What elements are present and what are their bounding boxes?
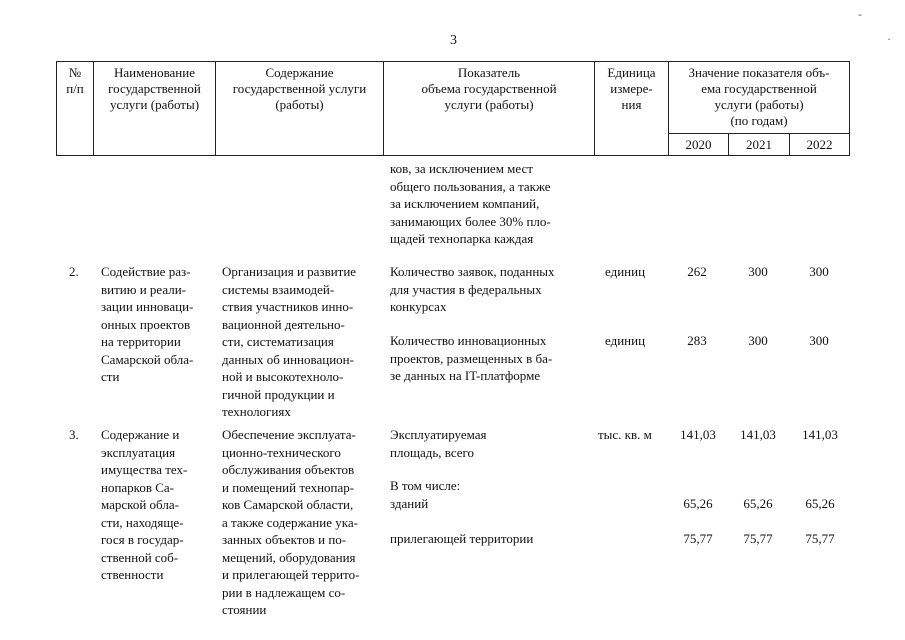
subtotal-label: В том числе: <box>390 478 461 493</box>
value-2022: 300 <box>809 264 829 279</box>
row-number: 3. <box>69 427 79 442</box>
value-2020: 262 <box>687 264 707 279</box>
volume-indicator: Количество инновационных проектов, размещенных в ба- зе данных на IT-платформе <box>390 333 553 383</box>
value-2021: 75,77 <box>743 531 773 546</box>
value-2020: 75,77 <box>683 531 713 546</box>
value-2022: 300 <box>809 333 829 348</box>
value-2022: 65,26 <box>805 496 835 511</box>
continued-indicator-text: ков, за исключением мест общего пользования, а также за исключением компаний, занимающих более 30% пло- щадей технопарка каждая <box>390 161 551 246</box>
volume-indicator: зданий <box>390 496 429 511</box>
header-service-name: Наименование государственной услуги (работы) <box>108 65 201 112</box>
unit-of-measure: единиц <box>605 264 646 279</box>
value-2021: 65,26 <box>743 496 773 511</box>
header-year: 2020 <box>685 137 712 152</box>
header-year: 2022 <box>806 137 833 152</box>
value-2020: 65,26 <box>683 496 713 511</box>
value-2022: 141,03 <box>802 427 838 442</box>
header-service-content: Содержание государственной услуги (работы) <box>232 65 367 112</box>
header-unit: Единица измере- ния <box>607 65 656 112</box>
volume-indicator: Эксплуатируемая площадь, всего <box>390 427 487 460</box>
row-number: 2. <box>69 264 79 279</box>
header-indicator-values: Значение показателя объ- ема государственной услуги (работы) (по годам) <box>688 65 830 128</box>
volume-indicator: Количество заявок, поданных для участия в федеральных конкурсах <box>390 264 555 314</box>
value-2021: 300 <box>748 333 768 348</box>
value-2021: 141,03 <box>740 427 776 442</box>
unit-of-measure: единиц <box>605 333 646 348</box>
service-name: Содействие раз- витию и реали- зации инноваци- онных проектов на территории Самарской обла- сти <box>101 264 194 384</box>
header-number: № п/п <box>66 65 84 96</box>
service-name: Содержание и эксплуатация имущества тех- нопарков Са- марской обла- сти, находяще- гося в государ- ственной соб- ственности <box>101 427 188 582</box>
unit-of-measure: тыс. кв. м <box>598 427 652 442</box>
service-content: Обеспечение эксплуата- ционно-технического обслуживания объектов и помещений технопар- ков Самарской области, а также содержание ука- занных объектов и по- мещений, оборудования и прилегающей террито- рии в надлежащем со- стоянии <box>222 427 360 617</box>
value-2022: 75,77 <box>805 531 835 546</box>
service-content: Организация и развитие системы взаимодей- ствия участников инно- вационной деятельно- сти, систематизация данных об инновацион- ной и высокотехноло- гичной продукции и технологиях <box>222 264 357 419</box>
volume-indicator: прилегающей территории <box>390 531 534 546</box>
page-number: 3 <box>450 33 457 48</box>
corner-mark: · <box>887 32 891 46</box>
header-year: 2021 <box>746 137 772 152</box>
value-2020: 141,03 <box>680 427 716 442</box>
header-volume-indicator: Показатель объема государственной услуги (работы) <box>421 65 557 112</box>
corner-mark: - <box>858 7 862 21</box>
value-2020: 283 <box>687 333 707 348</box>
value-2021: 300 <box>748 264 768 279</box>
